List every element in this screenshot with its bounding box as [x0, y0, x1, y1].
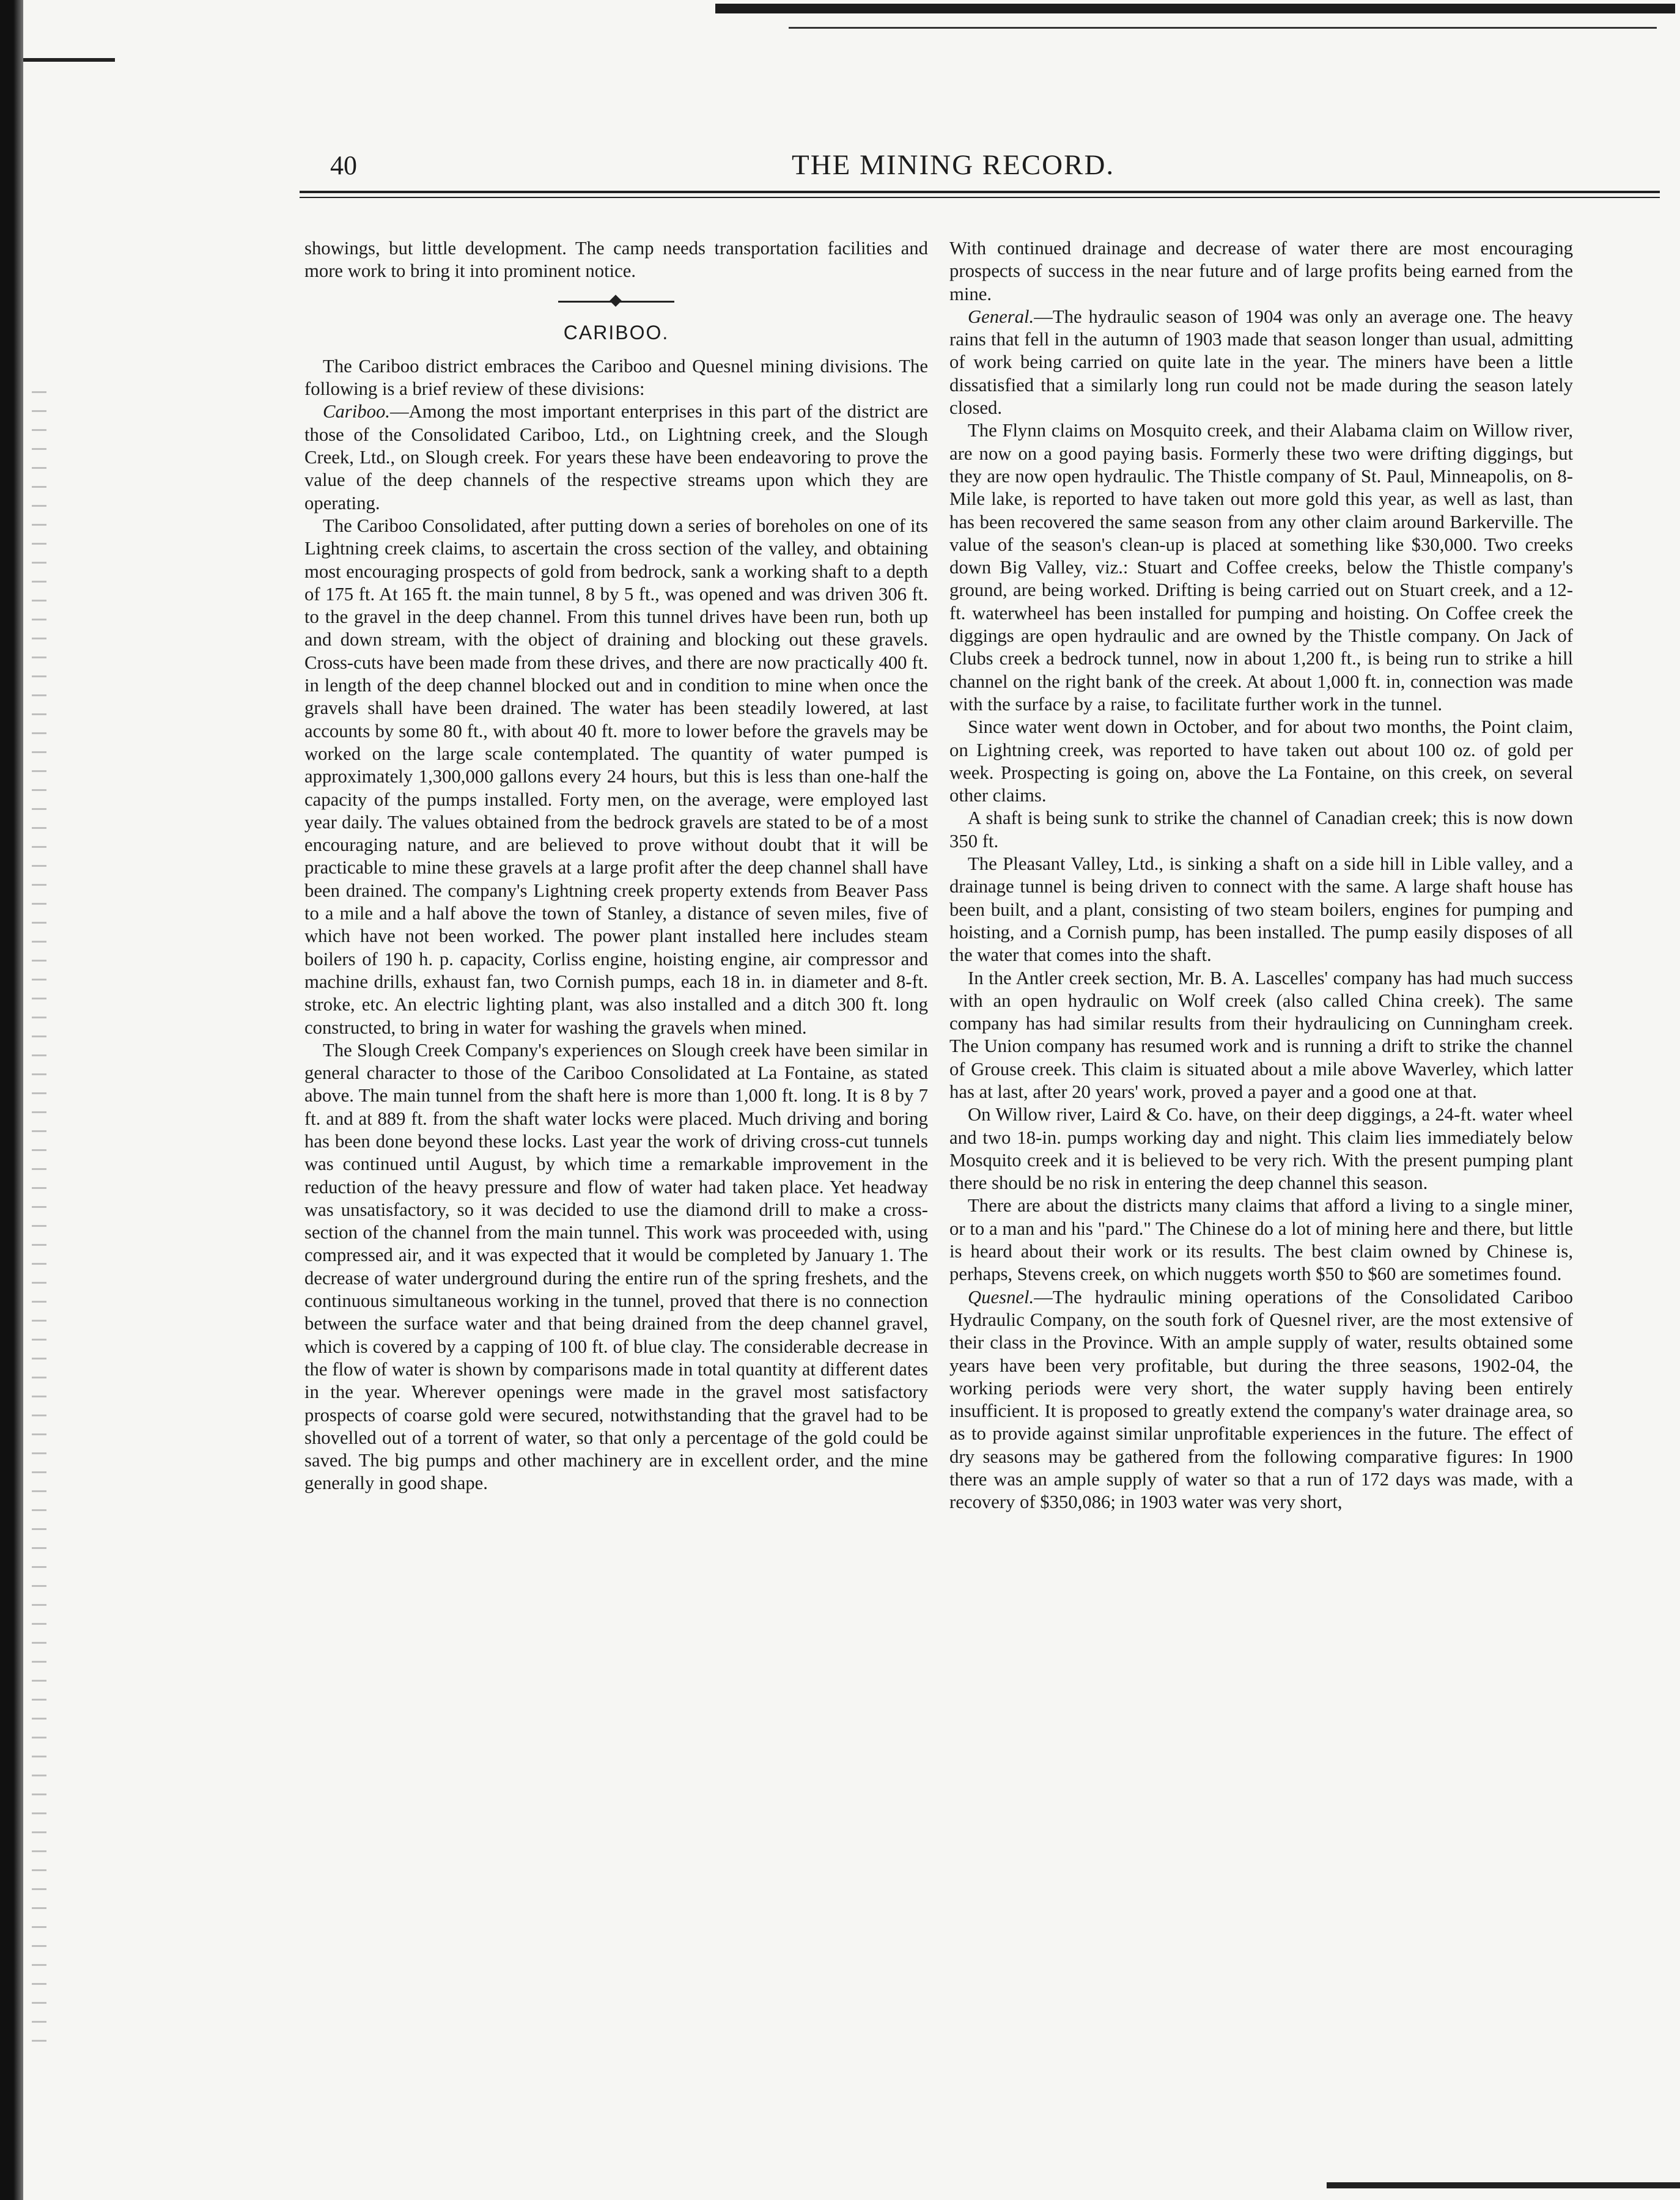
diamond-ornament-icon	[610, 295, 622, 307]
paragraph: There are about the districts many claims that afford a living to a single miner, or to a man and his "pard." The Chinese do a lot of mining here and there, but little is heard about their work or its results. The best claim owned by Chinese is, perhaps, Stevens creek, on which nuggets worth $50 to $60 are sometimes found.	[949, 1195, 1573, 1285]
paragraph: The Cariboo district embraces the Cariboo and Quesnel mining divisions. The following is a brief review of these divisions:	[304, 355, 928, 400]
scan-edge-bottom	[1327, 2182, 1680, 2188]
paragraph: On Willow river, Laird & Co. have, on their deep diggings, a 24-ft. water wheel and two 18-in. pumps working day and night. This claim lies immediately below Mosquito creek and it is believed to be very rich. With the present pumping plant there should be no risk in entering the deep channel this season.	[949, 1104, 1573, 1194]
run-in-heading: General.	[968, 306, 1034, 327]
run-in-heading: Cariboo.	[323, 401, 390, 422]
scan-edge-left	[0, 0, 23, 2200]
header-rule-thin	[300, 197, 1660, 198]
paragraph: Since water went down in October, and for about two months, the Point claim, on Lightning creek, was reported to have taken out about 100 oz. of gold per week. Prospecting is going on, above the La Fontaine, on this creek, on several other claims.	[949, 716, 1573, 806]
run-in-heading: Quesnel.	[968, 1286, 1034, 1308]
paragraph: The Pleasant Valley, Ltd., is sinking a shaft on a side hill in Lible valley, and a drainage tunnel is being driven to connect with the same. A large shaft house has been built, and a plant, consisting of two steam boilers, engines for pumping and hoisting, and a Cornish pump, has been installed. The pump easily disposes of all the water that comes into the shaft.	[949, 853, 1573, 966]
left-column	[304, 237, 928, 1495]
header-rule	[300, 191, 1660, 193]
paragraph: With continued drainage and decrease of water there are most encouraging prospects of success in the near future and of large profits being earned from the mine.	[949, 238, 1573, 304]
scan-edge-top-thin	[789, 27, 1657, 29]
paragraph: The Flynn claims on Mosquito creek, and their Alabama claim on Willow river, are now on a good paying basis. Formerly these two were drifting diggings, but they are now open hydraulic. The Thistle company of St. Paul, Minneapolis, on 8-Mile lake, is reported to have taken out more gold this year, as well as last, than has been recovered the same season from any other claim around Barkerville. The value of the season's clean-up is placed at something like $30,000. Two creeks down Big Valley, viz.: Stuart and Coffee creeks, below the Thistle company's ground, are being worked. Drifting is being carried out on Stuart creek, and a 12-ft. waterwheel has been installed for pumping and hoisting. On Coffee creek the diggings are open hydraulic and are owned by the Thistle company. On Jack of Clubs creek a bedrock tunnel, now in about 1,200 ft., is being run to strike a hill channel on the right bank of the creek. At about 1,000 ft. in, connection was made with the surface by a raise, to facilitate further work in the tunnel.	[949, 420, 1573, 715]
scan-speckle	[32, 391, 46, 2042]
paragraph: A shaft is being sunk to strike the channel of Canadian creek; this is now down 350 ft.	[949, 808, 1573, 852]
scan-edge-top	[715, 4, 1675, 13]
section-heading: CARIBOO.	[563, 321, 669, 344]
right-column	[949, 237, 1573, 1514]
running-head-title: THE MINING RECORD.	[792, 149, 1115, 181]
paragraph: In the Antler creek section, Mr. B. A. Lascelles' company has had much success with an open hydraulic on Wolf creek (also called China creek). The same company has had similar results from their hydraulicing on Cunningham creek. The Union company has resumed work and is running a drift to strike the channel of Grouse creek. This claim is situated about a mile above Waverley, which latter has at last, after 20 years' work, proved a payer and a good one at that.	[949, 967, 1573, 1102]
page-number: 40	[330, 150, 357, 180]
paragraph: The Cariboo Consolidated, after putting down a series of boreholes on one of its Lightning creek claims, to ascertain the cross section of the valley, and obtaining most encouraging prospects of gold from bedrock, sank a working shaft to a depth of 175 ft. At 165 ft. the main tunnel, 8 by 5 ft., was opened and was driven 306 ft. to the gravel in the deep channel. From this tunnel drives have been run, both up and down stream, with the object of draining and blocking out these gravels. Cross-cuts have been made from these drives, and there are now practically 400 ft. in length of the deep channel blocked out and in condition to mine when once the gravels shall have been drained. The water has been steadily lowered, at last accounts by some 80 ft., with about 40 ft. more to lower before the gravels may be worked on the large scale contemplated. The quantity of water pumped is approximately 1,300,000 gallons every 24 hours, but this is less than one-half the capacity of the pumps installed. Forty men, on the average, were employed last year daily. The values obtained from the bedrock gravels are stated to be of a most encouraging nature, and are believed to prove without doubt that it will be practicable to mine these gravels at a large profit after the deep channel shall have been drained. The company's Lightning creek property extends from Beaver Pass to a mile and a half above the town of Stanley, a distance of seven miles, five of which have not been worked. The power plant installed here includes steam boilers of 190 h. p. capacity, Corliss engine, hoisting engine, air compressor and machine drills, exhaust fan, two Cornish pumps, each 18 in. in diameter and 8-ft. stroke, etc. An electric lighting plant, was also installed and a ditch 300 ft. long constructed, to bring in water for washing the gravels when mined.	[304, 515, 928, 1038]
section-divider	[558, 292, 674, 311]
paragraph: Cariboo.—Among the most important enterprises in this part of the district are those of the Consolidated Cariboo, Ltd., on Lightning creek, and the Slough Creek, Ltd., on Slough creek. For years these have been endeavoring to prove the value of the deep channels of the respective streams upon which they are operating.	[304, 401, 928, 513]
paragraph: The Slough Creek Company's experiences on Slough creek have been similar in general character to those of the Cariboo Consolidated at La Fontaine, as stated above. The main tunnel from the shaft here is more than 1,000 ft. long. It is 8 by 7 ft. and at 889 ft. from the shaft water locks were placed. Much driving and boring has been done beyond these locks. Last year the work of driving cross-cut tunnels was continued until August, by which time a remarkable improvement in the reduction of the heavy pressure and flow of water had taken place. Yet headway was unsatisfactory, so it was decided to use the diamond drill to make a cross-section of the channel from the main tunnel. This work was proceeded with, using compressed air, and it was expected that it would be completed by January 1. The decrease of water underground during the entire run of the spring freshets, and the continuous simultaneous working in the tunnel, proved that there is no connection between the surface water and that being drained from the deep channel gravel, which is covered by a capping of 100 ft. of blue clay. The considerable decrease in the flow of water is shown by comparisons made in total quantity at different dates in the year. Wherever openings were made in the gravel most satisfactory prospects of coarse gold were secured, notwithstanding that the gravel had to be shovelled out of a torrent of water, so that only a percentage of the gold could be saved. The big pumps and other machinery are in excellent order, and the mine generally in good shape.	[304, 1039, 928, 1494]
paragraph: showings, but little development. The camp needs transportation facilities and more work to bring it into prominent notice.	[304, 238, 928, 282]
paragraph: General.—The hydraulic season of 1904 was only an average one. The heavy rains that fell in the autumn of 1903 made that season longer than usual, admitting of work being carried on quite late in the year. The miners have been a little dissatisfied that a similarly long run could not be made during the season lately closed.	[949, 306, 1573, 419]
paragraph: Quesnel.—The hydraulic mining operations of the Consolidated Cariboo Hydraulic Company, on the south fork of Quesnel river, are the most extensive of their class in the Province. With an ample supply of water, results obtained some years have been very profitable, but during the three seasons, 1902-04, the working periods were very short, the water supply having been entirely insufficient. It is proposed to greatly extend the company's water drainage area, so as to provide against similar unprofitable experiences in the future. The effect of dry seasons may be gathered from the following comparative figures: In 1900 there was an ample supply of water so that a run of 172 days was made, with a recovery of $350,086; in 1903 water was very short,	[949, 1286, 1573, 1513]
scan-edge-notch	[23, 58, 115, 105]
